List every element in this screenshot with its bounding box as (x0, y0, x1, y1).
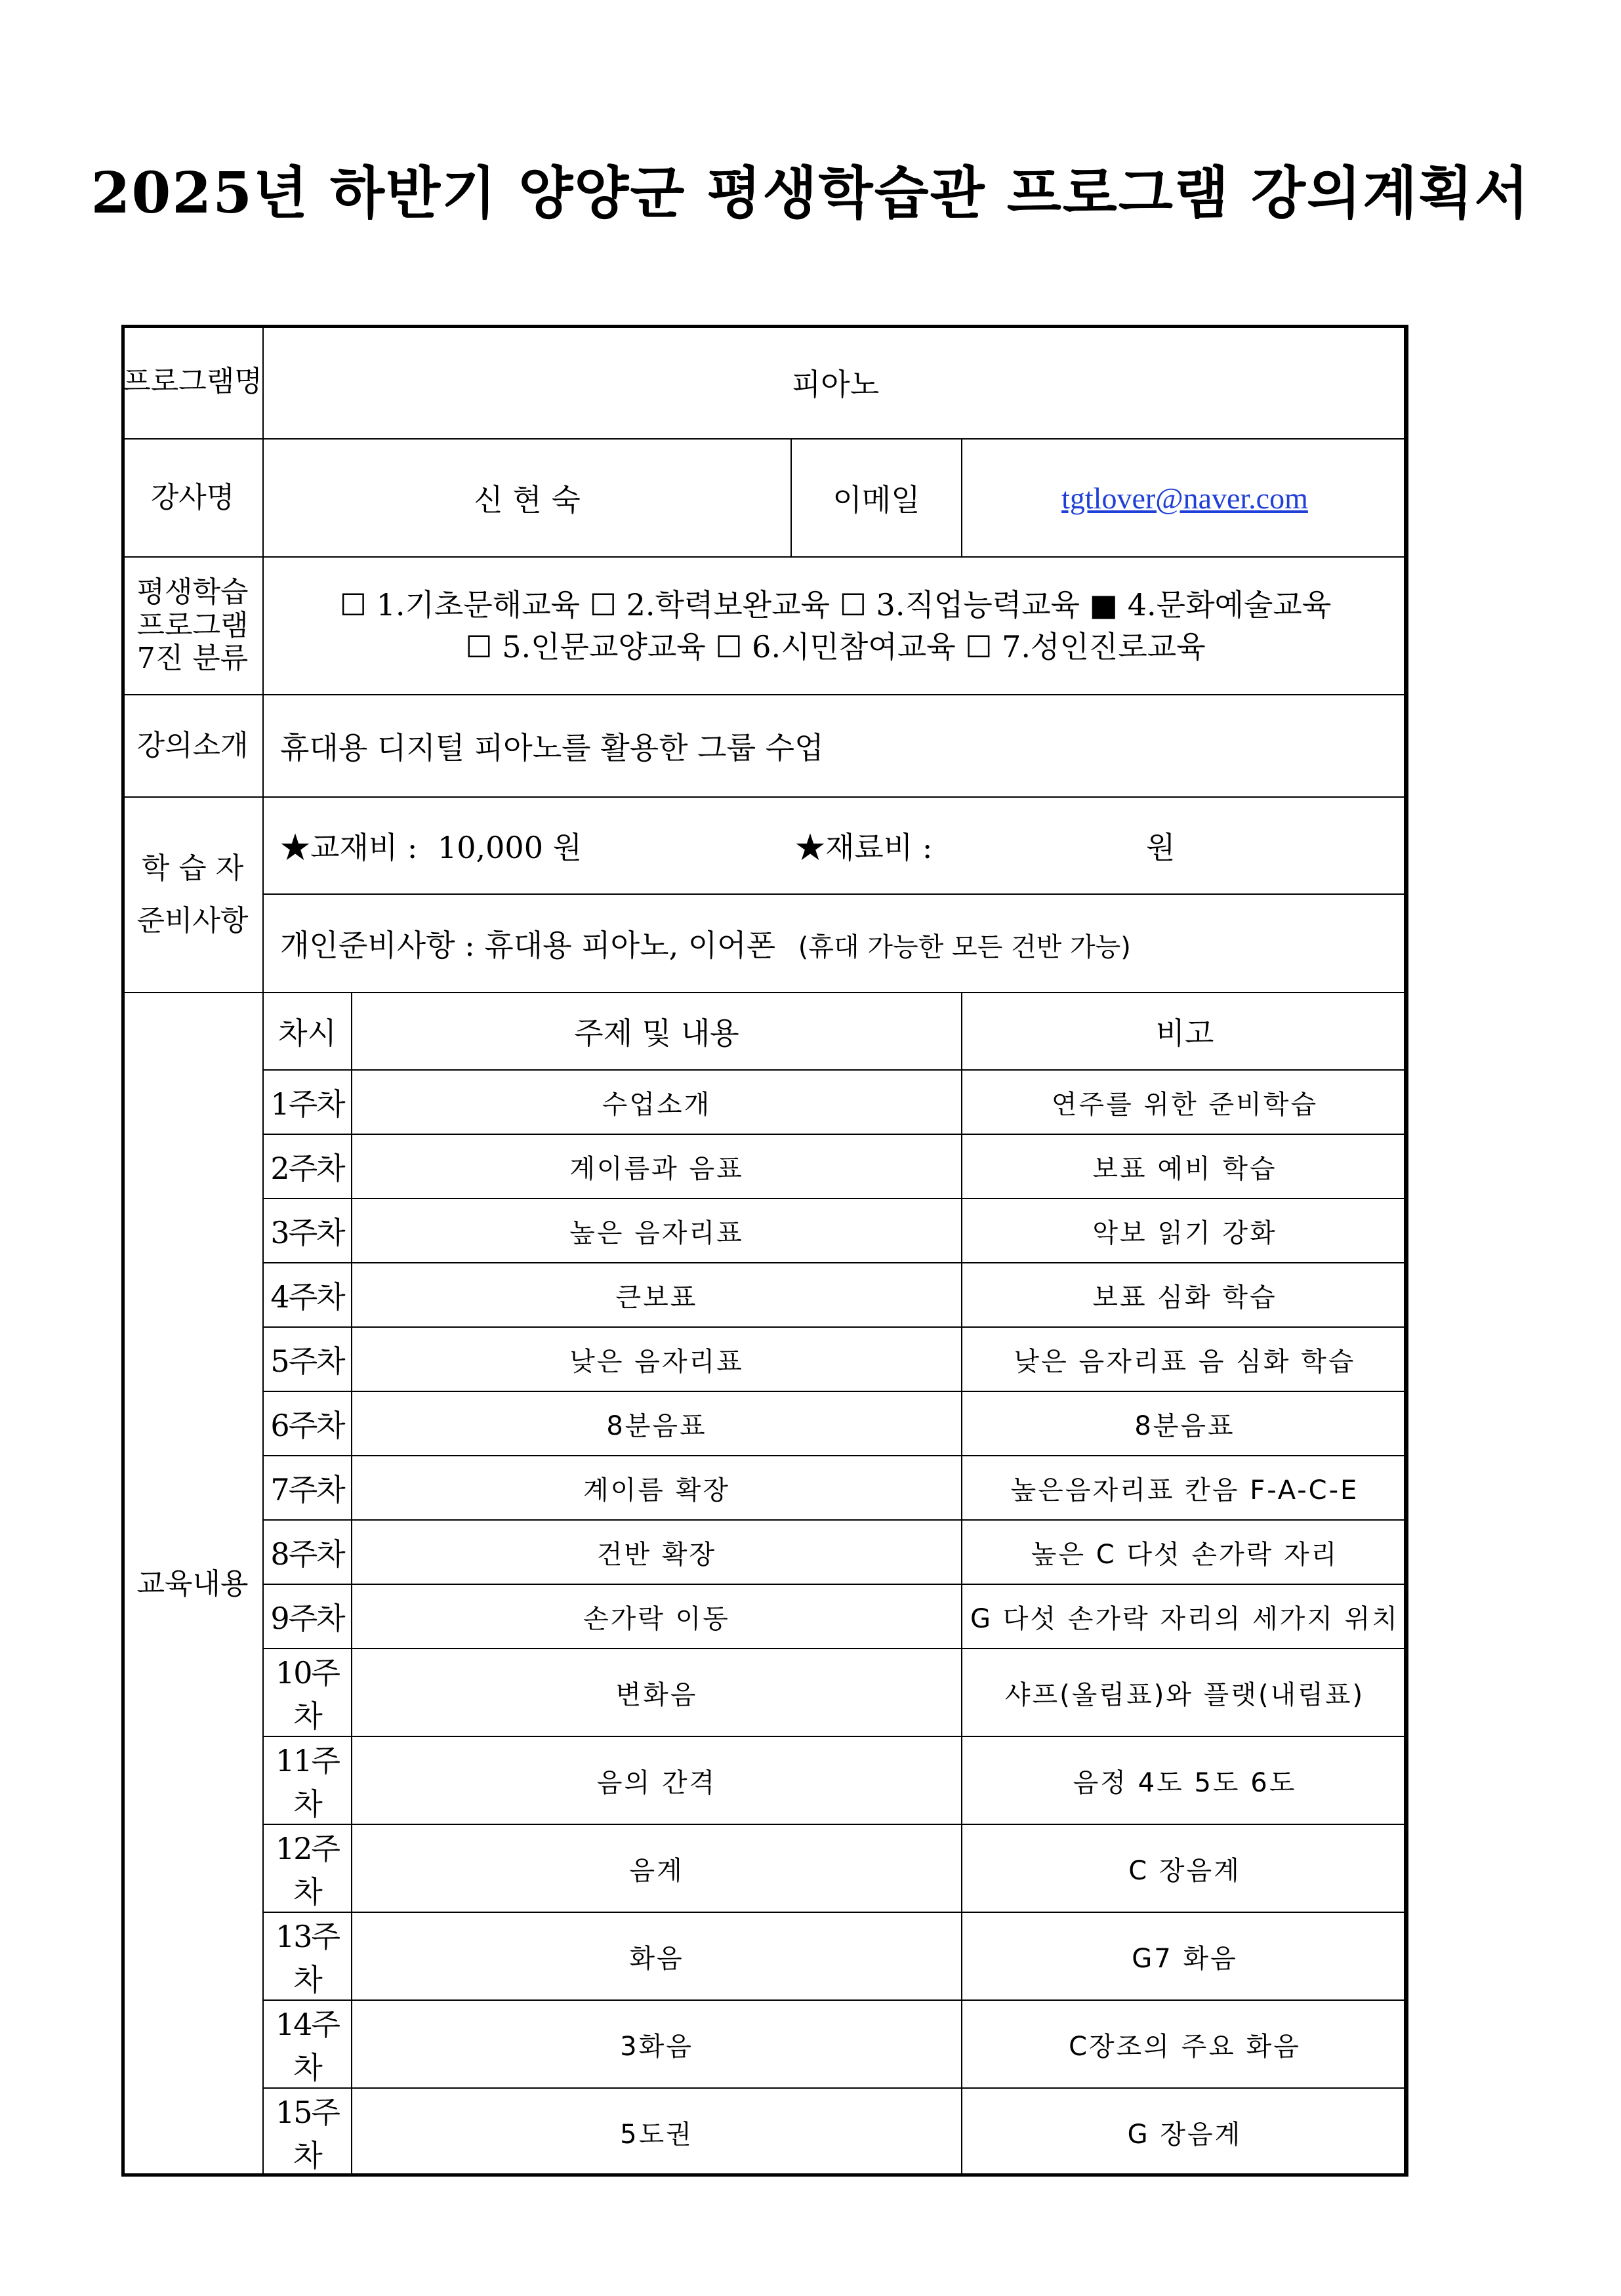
note-cell: C장조의 주요 화음 (962, 2000, 1408, 2088)
topic-cell: 화음 (352, 1912, 962, 2000)
prep-cost-row (263, 797, 1408, 894)
category-label (122, 557, 263, 695)
schedule-row (122, 1391, 1408, 1456)
topic-cell: 계이름과 음표 (352, 1134, 962, 1199)
schedule-row (122, 1824, 1408, 1912)
topic-cell: 높은 음자리표 (352, 1199, 962, 1263)
textbook-value: 10,000 원 (438, 830, 583, 865)
instructor-value: 신 현 숙 (263, 439, 791, 557)
prep-label (122, 797, 263, 993)
week-cell: 10주차 (263, 1649, 352, 1736)
topic-cell: 음계 (352, 1824, 962, 1912)
week-cell: 2주차 (263, 1134, 352, 1199)
week-header: 차시 (263, 993, 352, 1070)
note-cell: 연주를 위한 준비학습 (962, 1070, 1408, 1134)
category-line-2: ☐ 5.인문교양교육 ☐ 6.시민참여교육 ☐ 7.성인진로교육 (465, 629, 1206, 665)
material-unit: 원 (1146, 830, 1176, 865)
note-cell: 높은 C 다섯 손가락 자리 (962, 1520, 1408, 1584)
note-cell: 보표 심화 학습 (962, 1263, 1408, 1327)
week-cell: 11주차 (263, 1736, 352, 1824)
email-link[interactable]: tgtlover@naver.com (1061, 482, 1308, 515)
schedule-row (122, 1327, 1408, 1391)
prep-personal-row (263, 894, 1408, 993)
category-line-1: ☐ 1.기초문해교육 ☐ 2.학력보완교육 ☐ 3.직업능력교육 ■ 4.문화예술교육 (339, 587, 1332, 623)
lecture-plan-table (121, 325, 1408, 2177)
note-cell: 낮은 음자리표 음 심화 학습 (962, 1327, 1408, 1391)
schedule-row (122, 1263, 1408, 1327)
category-label-line: 평생학습 (136, 575, 249, 609)
topic-cell: 큰보표 (352, 1263, 962, 1327)
prep-label-line: 학 습 자 (141, 851, 244, 885)
week-cell: 9주차 (263, 1584, 352, 1649)
topic-cell: 변화음 (352, 1649, 962, 1736)
week-cell: 13주차 (263, 1912, 352, 2000)
schedule-row (122, 1649, 1408, 1736)
schedule-row (122, 2088, 1408, 2176)
program-name-value: 피아노 (263, 325, 1408, 439)
intro-value: 휴대용 디지털 피아노를 활용한 그룹 수업 (263, 695, 1408, 797)
note-cell: 보표 예비 학습 (962, 1134, 1408, 1199)
personal-prep-note: (휴대 가능한 모든 건반 가능) (798, 932, 1131, 962)
note-cell: G7 화음 (962, 1912, 1408, 2000)
schedule-row (122, 1456, 1408, 1520)
intro-label: 강의소개 (122, 695, 263, 797)
note-cell: 샤프(올림표)와 플랫(내림표) (962, 1649, 1408, 1736)
topic-cell: 낮은 음자리표 (352, 1327, 962, 1391)
category-label-line: 프로그램 (136, 608, 249, 642)
topic-header: 주제 및 내용 (352, 993, 962, 1070)
topic-cell: 8분음표 (352, 1391, 962, 1456)
email-label: 이메일 (791, 439, 962, 557)
note-cell: G 장음계 (962, 2088, 1408, 2176)
week-cell: 1주차 (263, 1070, 352, 1134)
topic-cell: 계이름 확장 (352, 1456, 962, 1520)
topic-cell: 3화음 (352, 2000, 962, 2088)
email-cell (962, 439, 1408, 557)
note-header: 비고 (962, 993, 1408, 1070)
education-content-label: 교육내용 (122, 993, 263, 2176)
topic-cell: 수업소개 (352, 1070, 962, 1134)
week-cell: 5주차 (263, 1327, 352, 1391)
schedule-row (122, 1584, 1408, 1649)
week-cell: 15주차 (263, 2088, 352, 2176)
note-cell: 악보 읽기 강화 (962, 1199, 1408, 1263)
week-cell: 7주차 (263, 1456, 352, 1520)
category-options (263, 557, 1408, 695)
week-cell: 6주차 (263, 1391, 352, 1456)
note-cell: C 장음계 (962, 1824, 1408, 1912)
schedule-row (122, 1520, 1408, 1584)
material-label: ★재료비 : (795, 830, 933, 865)
schedule-row (122, 1134, 1408, 1199)
note-cell: 높은음자리표 칸음 F-A-C-E (962, 1456, 1408, 1520)
program-name-label: 프로그램명 (122, 325, 263, 439)
schedule-row (122, 1070, 1408, 1134)
week-cell: 3주차 (263, 1199, 352, 1263)
schedule-row (122, 1736, 1408, 1824)
note-cell: G 다섯 손가락 자리의 세가지 위치 (962, 1584, 1408, 1649)
page-title: 2025년 하반기 양양군 평생학습관 프로그램 강의계획서 (91, 160, 1530, 226)
prep-label-line: 준비사항 (136, 904, 249, 937)
note-cell: 8분음표 (962, 1391, 1408, 1456)
week-cell: 8주차 (263, 1520, 352, 1584)
note-cell: 음정 4도 5도 6도 (962, 1736, 1408, 1824)
week-cell: 12주차 (263, 1824, 352, 1912)
personal-prep-text: 개인준비사항 : 휴대용 피아노, 이어폰 (280, 928, 776, 963)
schedule-row (122, 1912, 1408, 2000)
schedule-row (122, 1199, 1408, 1263)
topic-cell: 음의 간격 (352, 1736, 962, 1824)
schedule-row (122, 2000, 1408, 2088)
topic-cell: 5도권 (352, 2088, 962, 2176)
topic-cell: 건반 확장 (352, 1520, 962, 1584)
textbook-label: ★교재비 : (280, 830, 418, 865)
week-cell: 4주차 (263, 1263, 352, 1327)
category-label-line: 7진 분류 (136, 642, 249, 676)
topic-cell: 손가락 이동 (352, 1584, 962, 1649)
instructor-label: 강사명 (122, 439, 263, 557)
week-cell: 14주차 (263, 2000, 352, 2088)
